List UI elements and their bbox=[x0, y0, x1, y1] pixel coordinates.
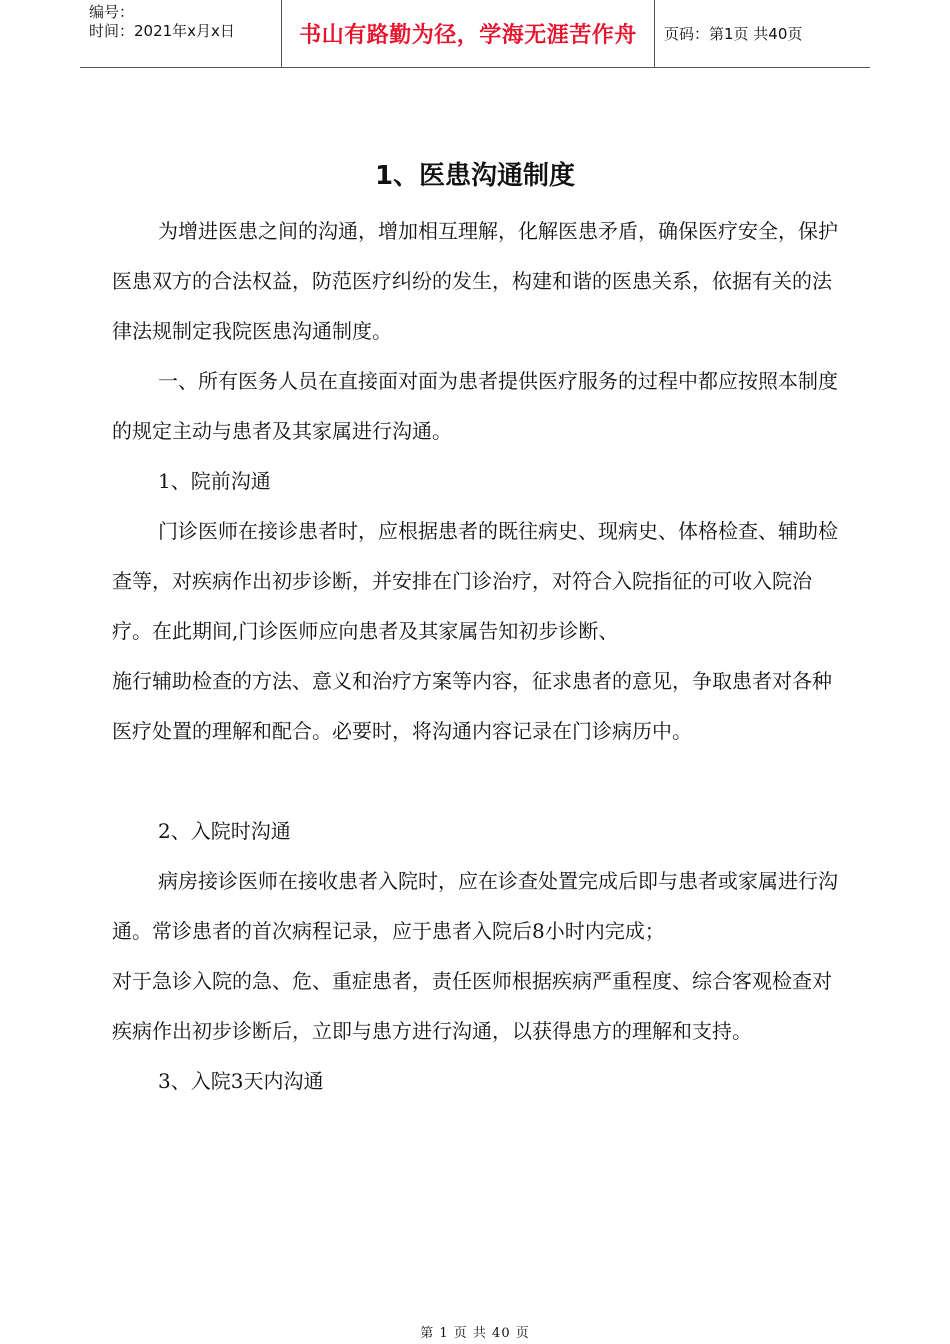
paragraph-intro: 为增进医患之间的沟通，增加相互理解，化解医患矛盾，确保医疗安全，保护医患双方的合法权益，防范医疗纠纷的发生，构建和谐的医患关系，依据有关的法律法规制定我院医患沟通制度。 bbox=[112, 219, 838, 343]
document-title: 1、医患沟通制度 bbox=[374, 161, 576, 191]
paragraph-emergency: 对于急诊入院的急、危、重症患者，责任医师根据疾病严重程度、综合客观检查对疾病作出初步诊断后，立即与患方进行沟通，以获得患方的理解和支持。 bbox=[112, 969, 832, 1043]
header-meta bbox=[80, 0, 281, 67]
document-body bbox=[112, 206, 842, 1106]
document-time: 时间：2021年x月x日 bbox=[89, 22, 235, 40]
header-page-info: 页码：第1页 共40页 bbox=[664, 25, 803, 43]
subheading-three-days: 3、入院3天内沟通 bbox=[158, 1069, 324, 1093]
header-motto: 书山有路勤为径，学海无涯苦作舟 bbox=[281, 0, 655, 67]
paragraph-admission: 病房接诊医师在接收患者入院时，应在诊查处置完成后即与患者或家属进行沟通。常诊患者的首次病程记录，应于患者入院后8小时内完成； bbox=[112, 869, 838, 943]
paragraph-outpatient-continued: 施行辅助检查的方法、意义和治疗方案等内容，征求患者的意见，争取患者对各种医疗处置的理解和配合。必要时，将沟通内容记录在门诊病历中。 bbox=[112, 669, 832, 743]
blank-line bbox=[112, 756, 842, 806]
subheading-admission: 2、入院时沟通 bbox=[158, 819, 291, 843]
subheading-pre-admission: 1、院前沟通 bbox=[158, 469, 271, 493]
page-header bbox=[80, 0, 870, 68]
document-number-label: 编号： bbox=[89, 3, 135, 21]
paragraph-section-one: 一、所有医务人员在直接面对面为患者提供医疗服务的过程中都应按照本制度的规定主动与患者及其家属进行沟通。 bbox=[112, 369, 838, 443]
paragraph-outpatient: 门诊医师在接诊患者时，应根据患者的既往病史、现病史、体格检查、辅助检查等，对疾病作出初步诊断，并安排在门诊治疗，对符合入院指征的可收入院治疗。在此期间,门诊医师应向患者及其家属告知初步诊断、 bbox=[112, 519, 838, 643]
page-footer: 第 1 页 共 40 页 bbox=[420, 1326, 530, 1341]
